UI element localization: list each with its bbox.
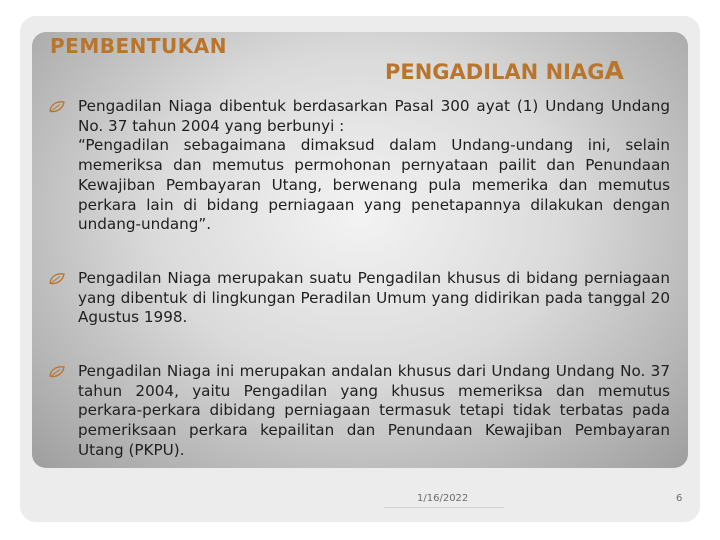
slide-number: 6 bbox=[676, 493, 683, 504]
leaf-bullet-icon bbox=[48, 272, 66, 286]
leaf-bullet-icon bbox=[48, 100, 66, 114]
title-right-last-letter: A bbox=[604, 56, 624, 85]
bullet-1-quote: “Pengadilan sebagaimana dimaksud dalam Undang-undang ini, selain memeriksa dan memutus permohonan pernyataan pailit dan Penundaan Kewajiban Pembayaran Utang, berwenang pula memerika dan memutus perkara lain di bidang perniagaan yang penetapannya dilakukan dengan undang-undang”. bbox=[78, 136, 670, 234]
slide-title-right bbox=[385, 56, 624, 85]
leaf-bullet-icon bbox=[48, 365, 66, 379]
slide-title-left: PEMBENTUKAN bbox=[50, 34, 227, 58]
bullet-1-text: Pengadilan Niaga dibentuk berdasarkan Pasal 300 ayat (1) Undang Undang No. 37 tahun 2004 yang berbunyi : bbox=[78, 97, 670, 135]
bullet-item-2 bbox=[48, 269, 670, 328]
bullet-3-text: Pengadilan Niaga ini merupakan andalan khusus dari Undang Undang No. 37 tahun 2004, yaitu Pengadilan yang khusus memeriksa dan memutus perkara-perkara dibidang perniagaan termasuk tetapi tidak terbatas pada pemeriksaan perkara kepailitan dan Penundaan Kewajiban Pembayaran Utang (PKPU). bbox=[78, 362, 670, 459]
slide-date: 1/16/2022 bbox=[417, 493, 469, 504]
footer-divider bbox=[384, 507, 504, 508]
bullet-item-3 bbox=[48, 362, 670, 461]
title-right-main: PENGADILAN NIAG bbox=[385, 60, 605, 84]
bullet-2-text: Pengadilan Niaga merupakan suatu Pengadilan khusus di bidang perniagaan yang dibentuk di lingkungan Peradilan Umum yang didirikan pada tanggal 20 Agustus 1998. bbox=[78, 268, 670, 327]
bullet-item-1 bbox=[48, 97, 670, 235]
bullet-list bbox=[48, 97, 670, 461]
